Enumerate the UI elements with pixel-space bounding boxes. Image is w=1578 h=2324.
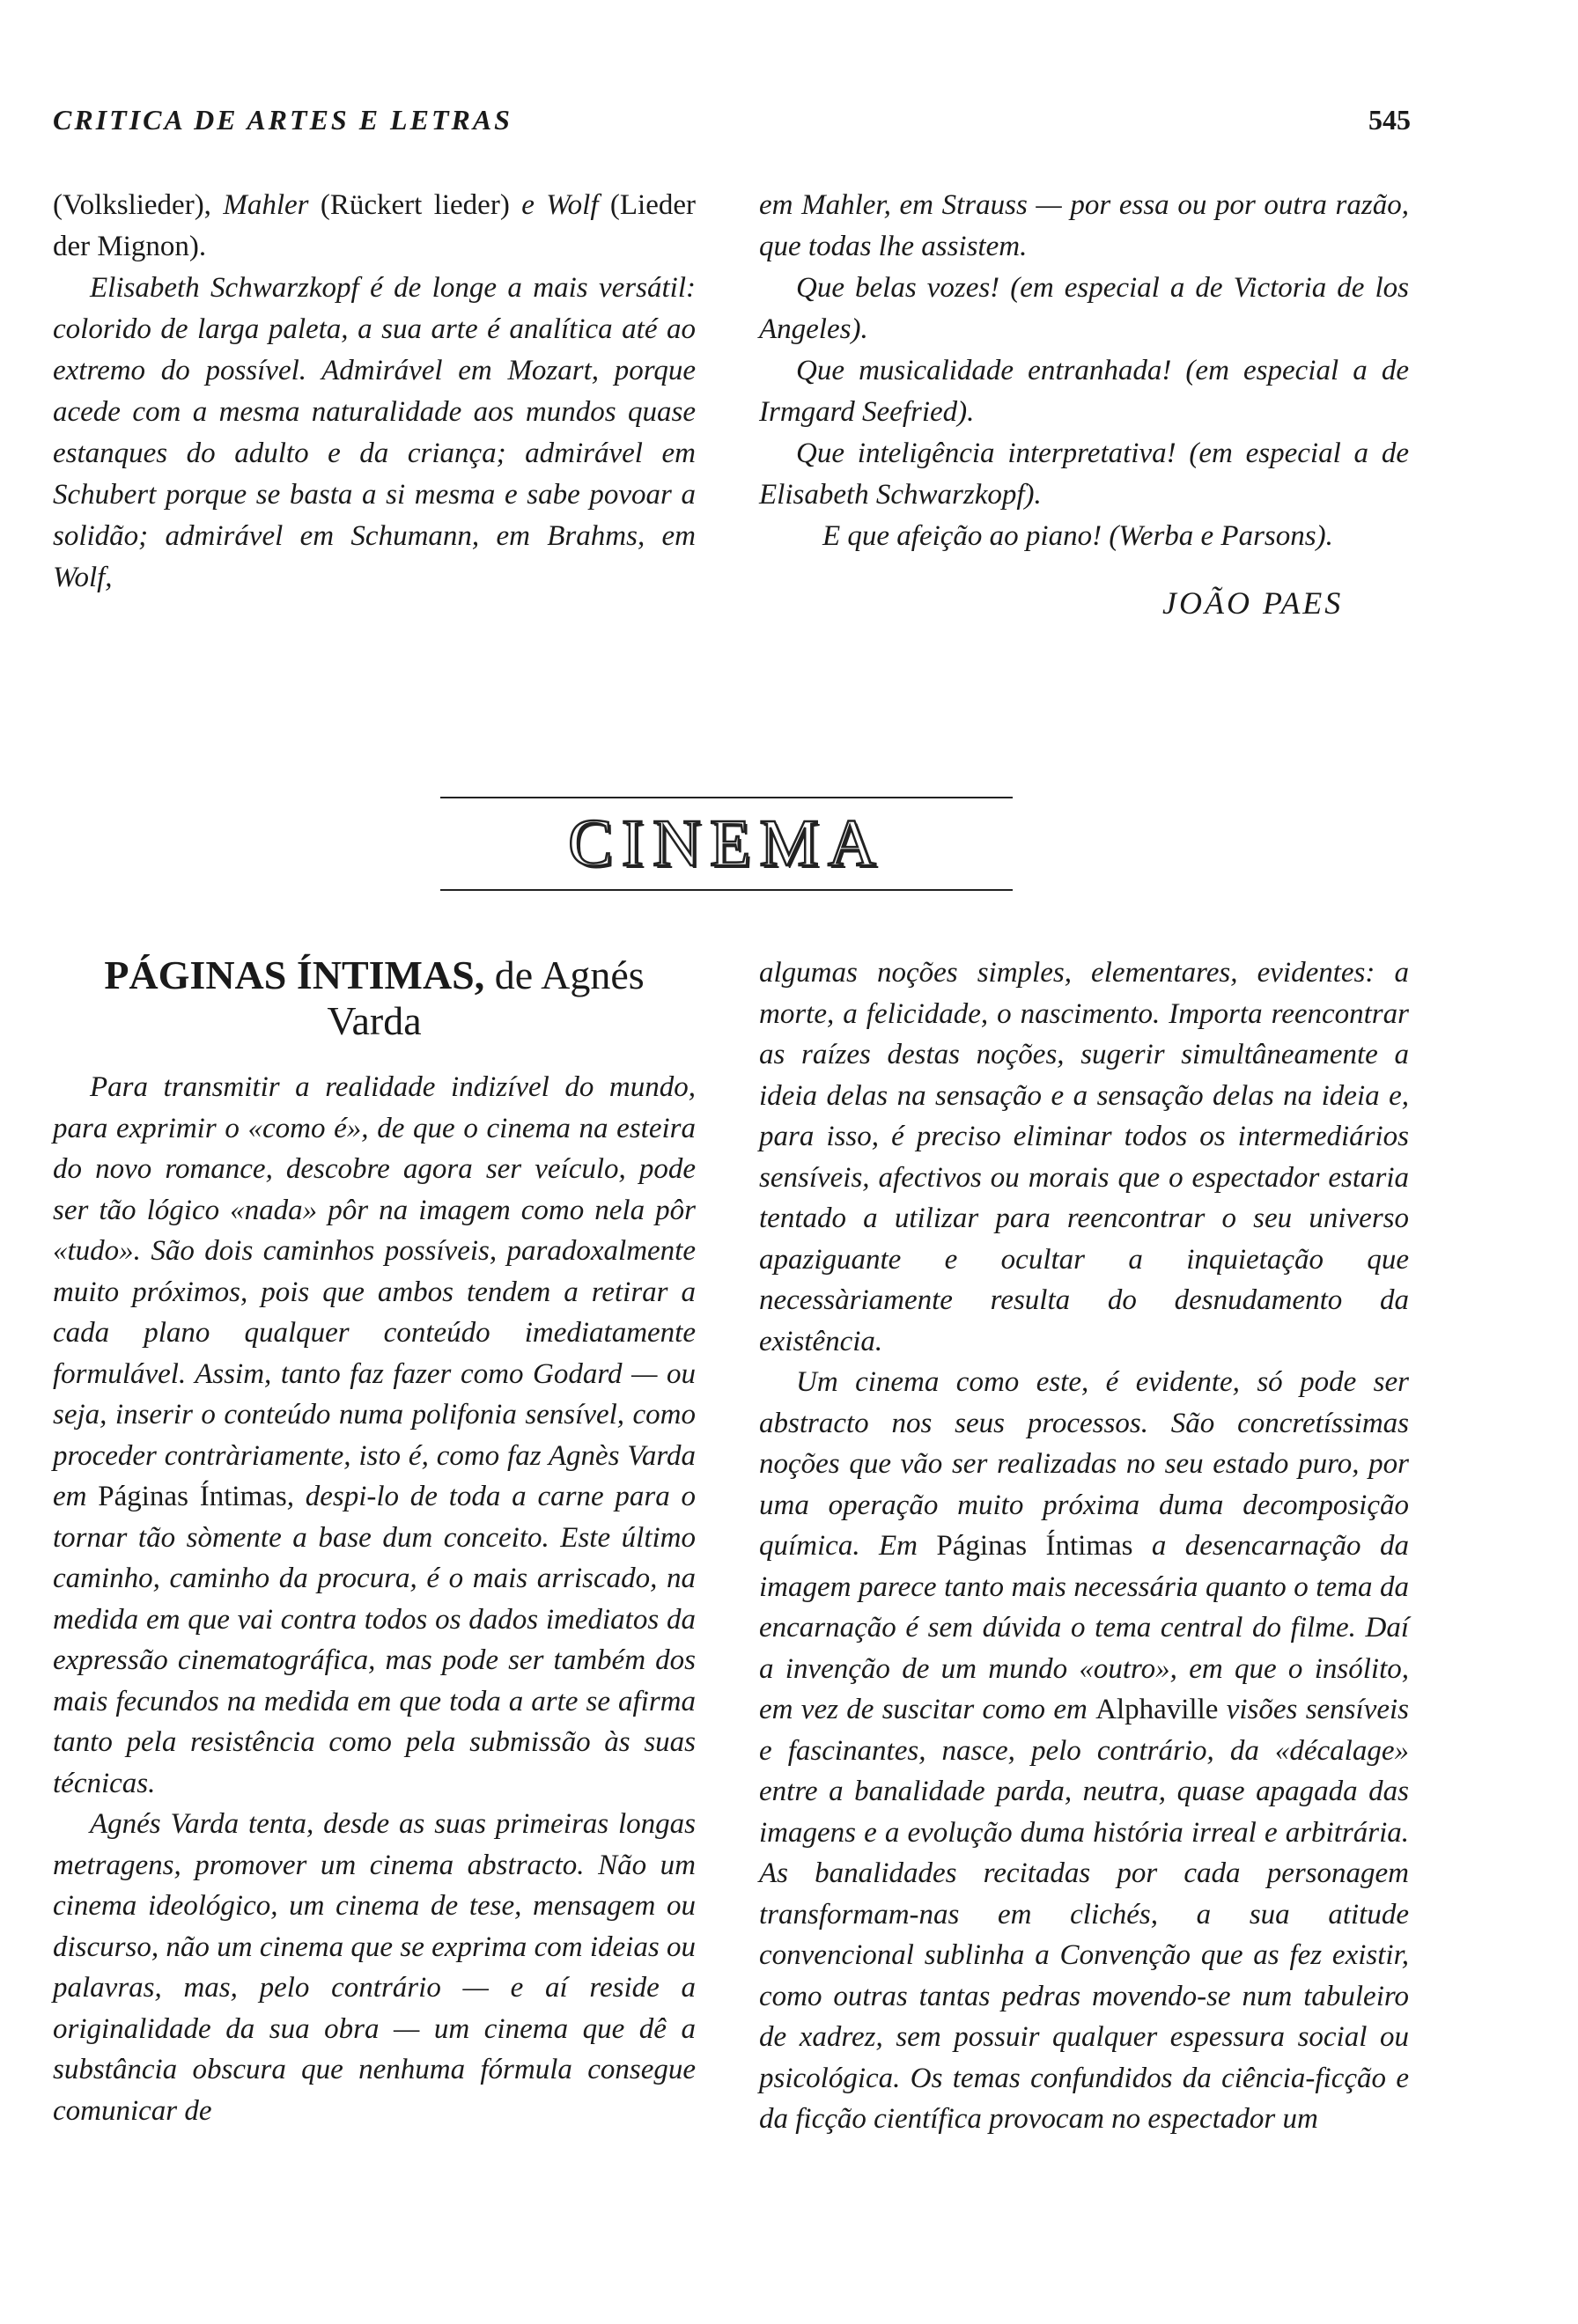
text-run: , despi-lo de toda a carne para o tornar tão sòmente a base dum conceito. Este último caminho, caminho da procura, é o mais arriscado, na medida em que vai contra todos os dados imediatos da expressão cinematográfica, mas pode ser também dos mais fecundos na medida em que toda a arte se afirma tanto pela resistência como pela submissão às suas técnicas. bbox=[53, 1481, 696, 1799]
author-signature: JOÃO PAES bbox=[1162, 585, 1344, 621]
music-review-left-column bbox=[53, 185, 696, 599]
music-paragraph-6: Que inteligência interpretativa! (em especial a de Elisabeth Schwarzkopf). bbox=[759, 438, 1409, 511]
music-paragraph-3: em Mahler, em Strauss — por essa ou por outra razão, que todas lhe assistem. bbox=[759, 189, 1409, 262]
article-title: PÁGINAS ÍNTIMAS, bbox=[104, 952, 485, 997]
music-paragraph-2: Elisabeth Schwarzkopf é de longe a mais versátil: colorido de larga paleta, a sua arte é analítica até ao extremo do possível. Admirável em Mozart, porque acede com a mesma naturalidade aos mundos quase estanques do adulto e da criança; admirável em Schubert porque se basta a si mesma e sabe povoar a solidão; admirável em Schumann, em Brahms, em Wolf, bbox=[53, 272, 696, 593]
article-byline: de Agnés Varda bbox=[327, 952, 645, 1043]
music-paragraph-1 bbox=[53, 185, 696, 268]
section-rule-top bbox=[440, 797, 1013, 798]
text-run: e Wolf bbox=[521, 189, 599, 221]
text-run: Alphaville bbox=[1095, 1694, 1219, 1725]
text-run: visões sensíveis e fascinantes, nasce, pelo contrário, da «décalage» entre a banalidade parda, neutra, quase apagada das imagens e a evolução duma história irreal e arbitrária. As banalidades recitadas por cada personagem transformam-nas em clichés, a sua atitude convencional sublinha a Convenção que as fez existir, como outras tantas pedras movendo-se num tabuleiro de xadrez, sem possuir qualquer espessura social ou psicológica. Os temas confundidos da ciência-ficção e da ficção científica provocam no espectador um bbox=[759, 1694, 1409, 2135]
page-number: 545 bbox=[1368, 104, 1411, 136]
article-paragraph-4 bbox=[759, 1362, 1409, 2140]
section-rule-bottom bbox=[440, 889, 1013, 891]
text-run: Mahler bbox=[223, 189, 309, 221]
text-run: Páginas Íntimas bbox=[98, 1481, 287, 1512]
article-paragraph-2: Agnés Varda tenta, desde as suas primeiras longas metragens, promover um cinema abstracto. Não um cinema ideológico, um cinema de tese, mensagem ou discurso, não um cinema que se exprima com ideias ou palavras, mas, pelo contrário — e aí reside a originalidade da sua obra — um cinema que dê a substância obscura que nenhuma fórmula consegue comunicar de bbox=[53, 1808, 696, 2127]
music-review-right-column bbox=[759, 185, 1409, 557]
music-paragraph-5: Que musicalidade entranhada! (em especial a de Irmgard Seefried). bbox=[759, 355, 1409, 428]
article-right-column bbox=[759, 952, 1409, 2140]
text-run: Páginas Íntimas bbox=[936, 1530, 1133, 1562]
text-run: (Volkslieder), bbox=[53, 189, 224, 221]
article-paragraph-1 bbox=[53, 1067, 696, 1804]
running-head: CRITICA DE ARTES E LETRAS bbox=[53, 104, 512, 136]
article-heading bbox=[53, 952, 696, 1044]
text-run: Para transmitir a realidade indizível do mundo, para exprimir o «como é», de que o cinema na esteira do novo romance, descobre agora ser veículo, pode ser tão lógico «nada» pôr na imagem como nela pôr «tudo». São dois caminhos possíveis, paradoxalmente muito próximos, pois que ambos tendem a retirar a cada plano qualquer conteúdo imediatamente formulável. Assim, tanto faz fazer como Godard — ou seja, inserir o conteúdo numa polifonia sensível, como proceder contràriamente, isto é, como faz Agnès Varda em bbox=[53, 1071, 696, 1512]
text-run: a desencarnação da imagem parece tanto mais necessária quanto o tema da encarnação é sem dúvida o tema central do filme. Daí a invenção de um mundo «outro», em que o insólito, em vez de suscitar como em bbox=[759, 1530, 1409, 1725]
text-run: Um cinema como este, é evidente, só pode ser abstracto nos seus processos. São concretíssimas noções que vão ser realizadas no seu estado puro, por uma operação muito próxima duma decomposição química. Em bbox=[759, 1366, 1409, 1562]
music-paragraph-7: E que afeição ao piano! (Werba e Parsons). bbox=[822, 520, 1333, 552]
text-run: (Rückert lieder) bbox=[308, 189, 522, 221]
section-title: CINEMA bbox=[568, 806, 885, 880]
text-run: (Lieder der Mignon). bbox=[53, 189, 696, 262]
article-left-column bbox=[53, 1067, 696, 2131]
article-paragraph-3: algumas noções simples, elementares, evidentes: a morte, a felicidade, o nascimento. Importa reencontrar as raízes destas noções, sugerir simultâneamente a ideia delas na sensação e a sensação delas na ideia e, para isso, é preciso eliminar todos os intermediários sensíveis, afectivos ou morais que o espectador estaria tentado a utilizar para reencontrar o seu universo apaziguante e ocultar a inquietação que necessàriamente resulta do desnudamento da existência. bbox=[759, 957, 1409, 1357]
music-paragraph-4: Que belas vozes! (em especial a de Victoria de los Angeles). bbox=[759, 272, 1409, 345]
